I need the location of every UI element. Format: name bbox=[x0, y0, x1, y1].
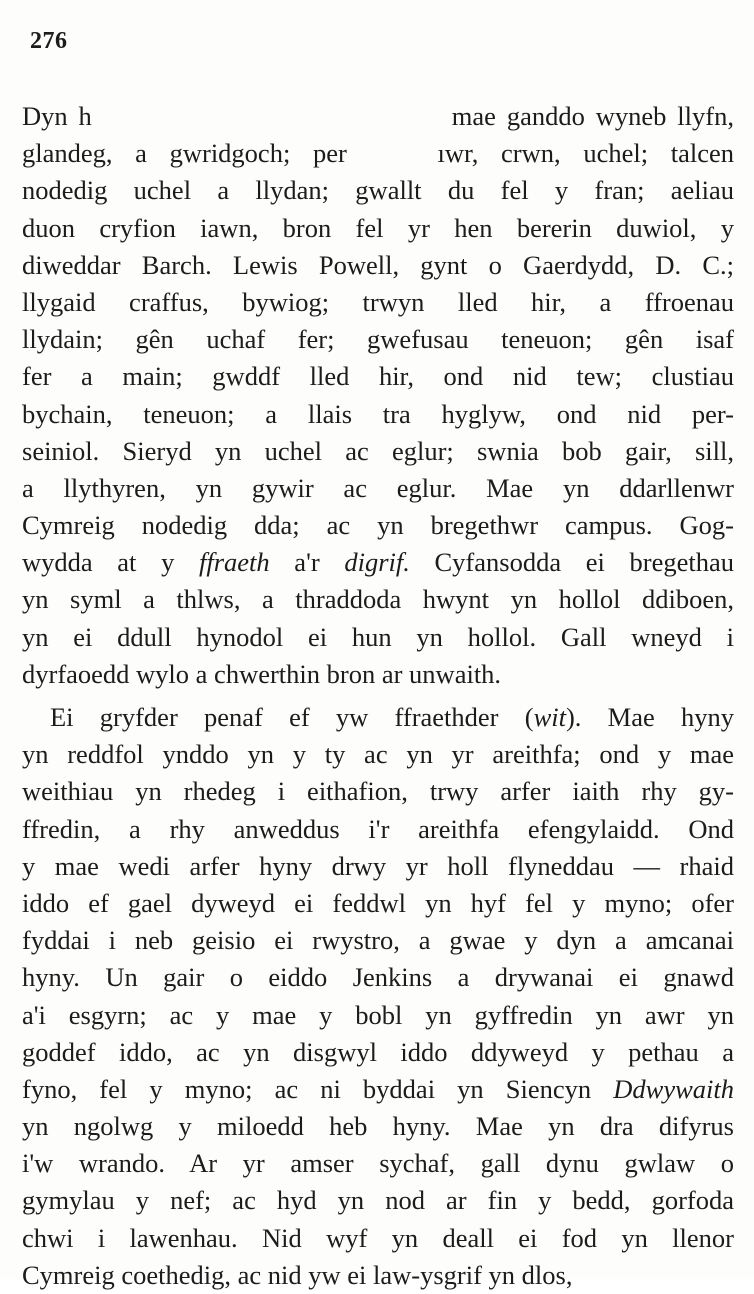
text-segment: nodedig uchel a llydan; gwallt du fel y fran; aeliau bbox=[22, 175, 734, 206]
text-line bbox=[22, 736, 734, 773]
text-line bbox=[22, 1071, 734, 1108]
text-line bbox=[22, 656, 734, 693]
text-segment: ). Mae hyny bbox=[565, 702, 734, 732]
text-line bbox=[22, 959, 734, 996]
text-segment: goddef iddo, ac yn disgwyl iddo ddyweyd y pethau a bbox=[22, 1036, 734, 1067]
text-line bbox=[22, 1145, 734, 1182]
italic-text: digrif. bbox=[344, 547, 410, 578]
text-line bbox=[22, 210, 734, 247]
text-line bbox=[22, 507, 734, 544]
text-line bbox=[22, 98, 734, 135]
text-segment: duon cryfion iawn, bron fel yr hen bererin duwiol, y bbox=[22, 212, 734, 243]
text-segment: yn ngolwg y miloedd heb hyny. Mae yn dra difyrus bbox=[22, 1111, 734, 1142]
text-segment: Ei gryfder penaf ef yw ffraethder ( bbox=[50, 702, 534, 732]
text-line bbox=[22, 172, 734, 209]
text-segment: a llythyren, yn gywir ac eglur. Mae yn ddarllenwr bbox=[22, 472, 734, 503]
text-line bbox=[22, 284, 734, 321]
text-segment: weithiau yn rhedeg i eithafion, trwy arfer iaith rhy gy- bbox=[22, 776, 734, 807]
text-line bbox=[22, 1257, 734, 1294]
text-segment: chwi i lawenhau. Nid wyf yn deall ei fod yn llenor bbox=[22, 1222, 734, 1253]
text-line bbox=[22, 247, 734, 284]
text-segment: iddo ef gael dyweyd ei feddwl yn hyf fel y myno; ofer bbox=[22, 887, 734, 918]
text-segment: wydda at y bbox=[22, 547, 199, 578]
text-line bbox=[22, 1108, 734, 1145]
text-line bbox=[22, 396, 734, 433]
text-line bbox=[22, 470, 734, 507]
italic-text: wit bbox=[533, 702, 566, 732]
text-line bbox=[22, 811, 734, 848]
text-segment: a'i esgyrn; ac y mae y bobl yn gyffredin yn awr yn bbox=[22, 999, 734, 1030]
text-line bbox=[22, 1220, 734, 1257]
text-line bbox=[22, 433, 734, 470]
text-segment: ffredin, a rhy anweddus i'r areithfa efengylaidd. Ond bbox=[22, 813, 734, 844]
text-segment: fyddai i neb geisio ei rwystro, a gwae y dyn a amcanai bbox=[22, 925, 734, 956]
text-line bbox=[22, 773, 734, 810]
text-segment: bychain, teneuon; a llais tra hyglyw, ond nid per- bbox=[22, 398, 734, 429]
text-segment: hyny. Un gair o eiddo Jenkins a drywanai ei gnawd bbox=[22, 962, 734, 993]
text-segment: diweddar Barch. Lewis Powell, gynt o Gaerdydd, D. C.; bbox=[22, 249, 734, 280]
text-line bbox=[22, 619, 734, 656]
text-line bbox=[22, 699, 734, 736]
text-segment: Cymreig coethedig, ac nid yw ei law-ysgrif yn dlos, bbox=[22, 1259, 573, 1290]
body-text bbox=[22, 98, 734, 1294]
text-segment: Cyfansodda ei bregethau bbox=[409, 547, 734, 578]
text-segment: dyrfaoedd wylo a chwerthin bron ar unwaith. bbox=[22, 658, 502, 689]
text-line bbox=[22, 922, 734, 959]
text-line bbox=[22, 358, 734, 395]
text-line bbox=[22, 1182, 734, 1219]
text-segment: glandeg, a gwridgoch; per ıwr, crwn, uchel; talcen bbox=[22, 138, 734, 169]
text-line bbox=[22, 581, 734, 618]
text-segment: fer a main; gwddf lled hir, ond nid tew; clustiau bbox=[22, 361, 734, 392]
text-line bbox=[22, 848, 734, 885]
text-segment: Dyn h mae ganddo wyneb llyfn, bbox=[22, 101, 734, 131]
text-segment: i'w wrando. Ar yr amser sychaf, gall dynu gwlaw o bbox=[22, 1148, 734, 1179]
text-segment: gymylau y nef; ac hyd yn nod ar fin y bedd, gorfoda bbox=[22, 1185, 734, 1216]
text-line bbox=[22, 1034, 734, 1071]
text-segment: a'r bbox=[269, 547, 345, 578]
italic-text: ffraeth bbox=[198, 547, 270, 578]
italic-text: Ddwywaith bbox=[613, 1073, 734, 1104]
text-line bbox=[22, 544, 734, 581]
text-line bbox=[22, 321, 734, 358]
text-line bbox=[22, 135, 734, 172]
text-segment: seiniol. Sieryd yn uchel ac eglur; swnia bob gair, sill, bbox=[22, 435, 734, 466]
text-line bbox=[22, 997, 734, 1034]
text-line bbox=[22, 885, 734, 922]
text-segment: yn ei ddull hynodol ei hun yn hollol. Gall wneyd i bbox=[22, 621, 734, 652]
text-segment: yn syml a thlws, a thraddoda hwynt yn hollol ddiboen, bbox=[22, 584, 734, 615]
text-segment: llygaid craffus, bywiog; trwyn lled hir, a ffroenau bbox=[22, 286, 734, 317]
text-segment: llydain; gên uchaf fer; gwefusau teneuon; gên isaf bbox=[22, 324, 734, 355]
text-segment: Cymreig nodedig dda; ac yn bregethwr campus. Gog- bbox=[22, 510, 734, 541]
text-segment: yn reddfol ynddo yn y ty ac yn yr areithfa; ond y mae bbox=[22, 739, 734, 770]
text-segment: fyno, fel y myno; ac ni byddai yn Siencyn bbox=[22, 1073, 614, 1104]
page-number: 276 bbox=[30, 28, 68, 54]
text-segment: y mae wedi arfer hyny drwy yr holl flyneddau — rhaid bbox=[22, 850, 734, 881]
